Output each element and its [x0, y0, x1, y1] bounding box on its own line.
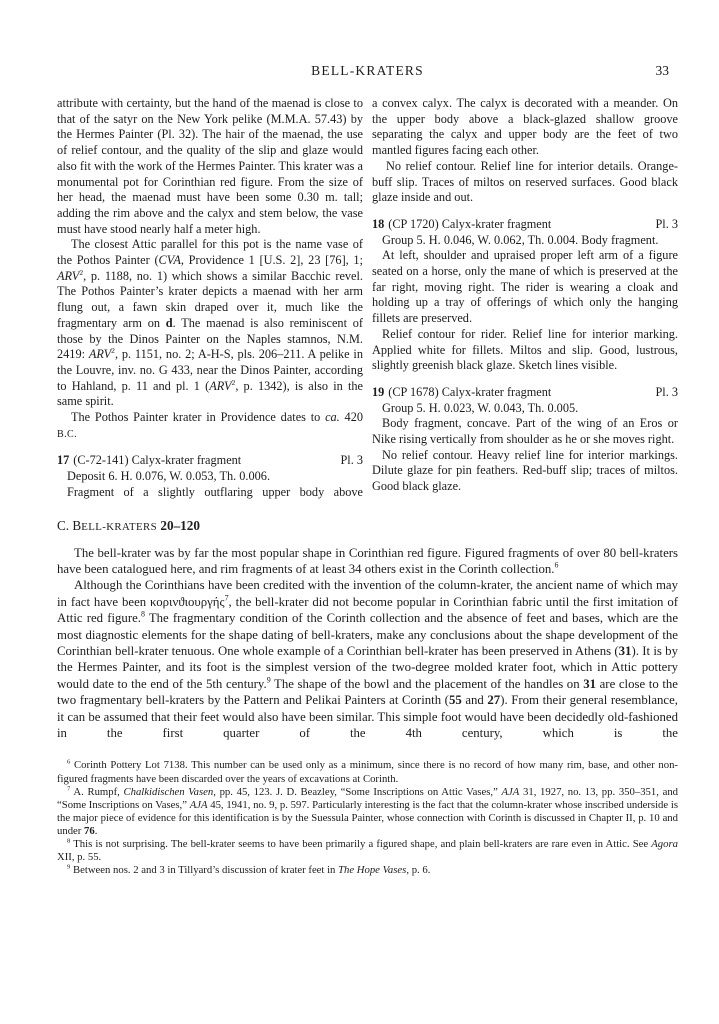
footnote-7: $^7$ A. Rumpf, Chalkidischen Vasen, pp. 45, 123. J. D. Beazley, “Some Inscriptions on Attic Vases,” AJA 31, 1927, no. 13, pp. 350–351, and “Some Inscriptions on Vases,” AJA 45, 1941, no. 9, p. 597. Particularly interesting is the fact that the column-krater whose inscribed underside is the major piece of evidence for this identification is by the Suessula Painter, whose connection with Corinth is discussed in Chapter II, p. 10 and under 76. — [57, 785, 679, 837]
footnote-8: $^8$ This is not surprising. The bell-krater seems to have been primarily a figured shape, and plain bell-kraters are rare even in Attic. See Agora XII, p. 55. — [57, 837, 678, 864]
entry-number: 19 — [372, 384, 385, 399]
entry-technique: No relief contour. Heavy relief line for interior markings. Dilute glaze for pin feathers. Red-buff slip; traces of miltos. Good black glaze. — [372, 447, 678, 494]
entry-description: At left, shoulder and upraised proper left arm of a figure seated on a horse, only the mane of which is preserved at the far right, moving right. The rider is wearing a cloak and holding up a tray of offerings of which only the hanging fillets are preserved. — [372, 248, 678, 326]
entry-19-heading — [372, 385, 678, 401]
footnotes — [57, 759, 678, 877]
page-number: 33 — [655, 63, 669, 78]
entry-title: (CP 1678) Calyx-krater fragment — [388, 384, 552, 399]
entry-description: Fragment of a slightly outflaring upper body above — [67, 484, 363, 499]
section-heading: C. BELL-KRATERS 20–120 — [57, 517, 200, 533]
entry-number: 17 — [57, 453, 70, 468]
catalog-entry-18 — [372, 217, 678, 374]
footnote-9: $^9$ Between nos. 2 and 3 in Tillyard’s discussion of krater feet in The Hope Vases, p. 6. — [67, 863, 431, 877]
paragraph-pothos-parallel: The closest Attic parallel for this pot is the name vase of the Pothos Painter (CVA, Providence 1 [U.S. 2], 23 [76], 1; ARV$^2$, p. 1188, no. 1) which shows a similar Bacchic revel. The Pothos Painter’s krater depicts a maenad with her arm flung out, a fawn skin draped over it, much like the fragmentary arm on d. The maenad is also reminiscent of those by the Dinos Painter on the Naples stamnos, N.M. 2419: ARV$^2$, p. 1151, no. 2; A-H-S, pls. 206–211. A pelike in the Louvre, inv. no. G 433, near the Dinos Painter, according to Hahland, p. 11 and pl. 1 (ARV$^2$, p. 1342), is also in the same spirit. — [57, 237, 363, 409]
right-column — [372, 96, 678, 501]
page-content — [57, 96, 678, 877]
entry-description: Body fragment, concave. Part of the wing of an Eros or Nike rising vertically from shoulder as he or she moves right. — [372, 416, 678, 447]
section-paragraph-popularity: The bell-krater was by far the most popular shape in Corinthian red figure. Figured fragments of over 80 bell-kraters have been catalogued here, and rim fragments of at least 34 others exist in the Corinth collection.$^6$ — [57, 545, 678, 576]
plate-reference: Pl. 3 — [655, 384, 678, 399]
paragraph-providence-date: The Pothos Painter krater in Providence dates to ca. 420 B.C. — [57, 410, 363, 440]
entry-title: (C-72-141) Calyx-krater fragment — [73, 453, 242, 468]
plate-reference: Pl. 3 — [340, 453, 363, 468]
left-column — [57, 96, 363, 501]
catalog-entry-19 — [372, 385, 678, 495]
running-head: BELL-KRATERS — [311, 63, 424, 78]
entry-number: 18 — [372, 216, 385, 231]
entry-18-heading — [372, 217, 678, 233]
section-paragraph-shape-history: Although the Corinthians have been credited with the invention of the column-krater, the ancient name of which may in fact have been κορινϑιουργής$^7$, the bell-krater did not become popular in Corinthian fabric until the first imitation of Attic red figure.$^8$ The fragmentary condition of the Corinth collection and the absence of feet and bases, which are the most diagnostic elements for the shape dating of bell-kraters, make any conclusions about the shape development of the Corinthian bell-krater tenuous. One whole example of a Corinthian bell-krater has been preserved in Athens (31). It is by the Hermes Painter, and its foot is the simplest version of the two-degree molded krater foot, which in Attic pottery would date to the end of the 5th century.$^9$ The shape of the bowl and the placement of the handles on 31 are close to the two fragmentary bell-kraters by the Pattern and Pelikai Painters at Corinth (55 and 27). From their general resemblance, it can be assumed that their feet would also have been similar. This simple foot would have been decidedly old-fashioned in the first quarter of the 4th century, which is the — [57, 578, 678, 741]
entry-dimensions: Group 5. H. 0.023, W. 0.043, Th. 0.005. — [382, 400, 579, 415]
paragraph-maenad-attribution: attribute with certainty, but the hand of the maenad is close to that of the satyr on the New York pelike (M.M.A. 57.43) by the Hermes Painter (Pl. 32). The hair of the maenad, the use of relief contour, and the quality of the slip and glaze would also fit with the work of the Hermes Painter. This krater was a monumental pot for Corinthian red figure. From the size of her head, the maenad must have been some 0.30 m. tall; adding the rim above and the calyx and stem below, the vase must have stood nearly half a meter high. — [57, 96, 363, 236]
paragraph-technique: No relief contour. Relief line for interior details. Orange-buff slip. Traces of miltos on reserved surfaces. Good black glaze inside and out. — [372, 158, 678, 205]
entry-title: (CP 1720) Calyx-krater fragment — [388, 216, 552, 231]
catalog-entry-17 — [57, 453, 363, 500]
plate-reference: Pl. 3 — [655, 216, 678, 231]
paragraph-calyx-continuation: a convex calyx. The calyx is decorated with a meander. On the upper body above a black-glazed shallow groove separating the calyx and upper body are the feet of two mantled figures facing each other. — [372, 96, 678, 158]
footnote-6: $^6$ Corinth Pottery Lot 7138. This number can be used only as a minimum, since there is no record of how many rim, base, and other non-figured fragments have been discarded over the years of excavations at Corinth. — [57, 758, 678, 785]
entry-dimensions: Deposit 6. H. 0.076, W. 0.053, Th. 0.006. — [67, 469, 271, 484]
two-column-text — [57, 96, 678, 501]
entry-17-heading — [57, 453, 363, 469]
entry-technique: Relief contour for rider. Relief line for interior marking. Applied white for fillets. Miltos and slip. Good, lustrous, slightly greenish black glaze. Sketch lines visible. — [372, 326, 678, 373]
entry-dimensions: Group 5. H. 0.046, W. 0.062, Th. 0.004. Body fragment. — [382, 232, 659, 247]
